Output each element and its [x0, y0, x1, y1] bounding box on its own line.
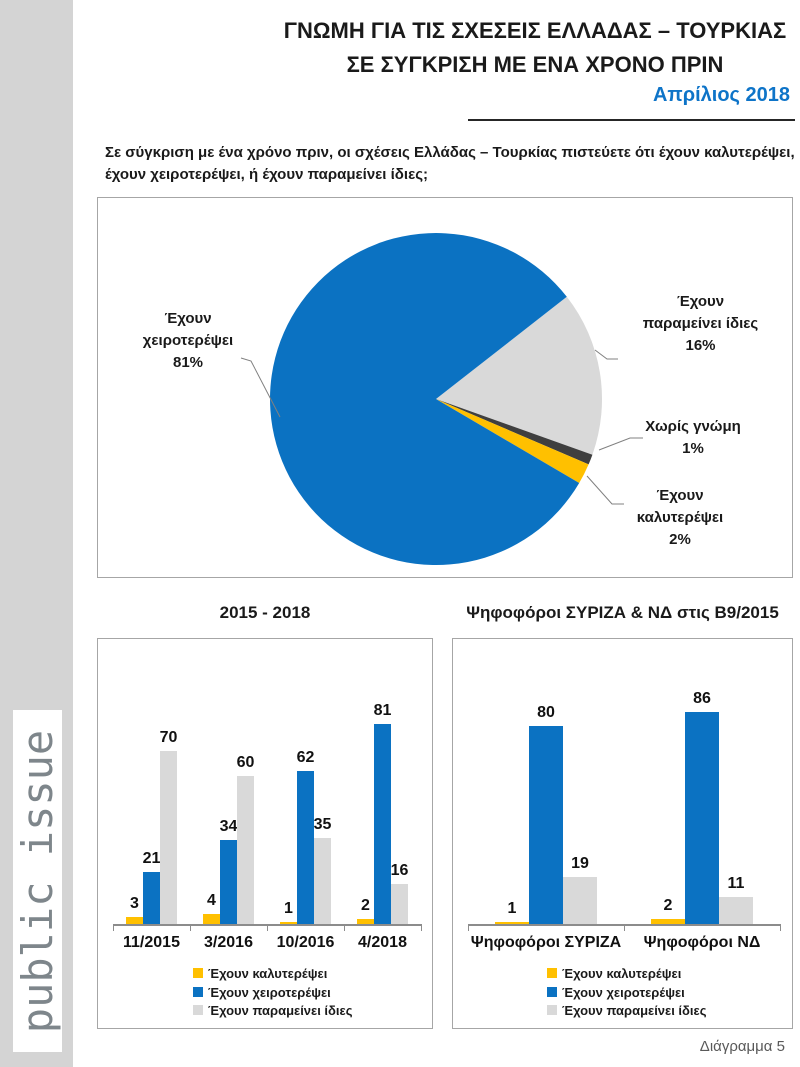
bar-value-label: 19	[571, 855, 589, 873]
bar-Έχουν καλυτερέψει	[357, 919, 374, 924]
legend-swatch	[193, 1005, 203, 1015]
bar-Έχουν χειροτερέψει	[685, 712, 719, 924]
title-line-1: ΓΝΩΜΗ ΓΙΑ ΤΙΣ ΣΧΕΣΕΙΣ ΕΛΛΑΔΑΣ – ΤΟΥΡΚΙΑΣ	[283, 18, 787, 43]
legend-label: Έχουν παραμείνει ίδιες	[562, 1003, 707, 1018]
legend-label: Έχουν καλυτερέψει	[562, 966, 682, 981]
subtitle-trend-chart: 2015 - 2018	[219, 603, 311, 622]
bar-Έχουν παραμείνει ίδιες	[237, 776, 254, 924]
legend-swatch	[193, 987, 203, 997]
title-line-2: ΣΕ ΣΥΓΚΡΙΣΗ ΜΕ ΕΝΑ ΧΡΟΝΟ ΠΡΙΝ	[346, 52, 724, 77]
bar-Έχουν καλυτερέψει	[280, 922, 297, 924]
legend-label: Έχουν χειροτερέψει	[208, 984, 331, 1000]
bar-Έχουν παραμείνει ίδιες	[719, 897, 753, 924]
title-date: Απρίλιος 2018	[652, 84, 790, 106]
axis-tick	[468, 924, 469, 931]
bar-value-label: 1	[284, 899, 293, 917]
axis-tick	[624, 924, 625, 931]
bar-Έχουν παραμείνει ίδιες	[563, 877, 597, 924]
bar-chart-trend-panel	[97, 638, 433, 1029]
survey-question	[105, 142, 795, 186]
pie-label-same: Έχουν παραμείνει ίδιες 16%	[642, 293, 759, 354]
category-label: 10/2016	[276, 934, 335, 951]
bar-value-label: 4	[207, 892, 216, 910]
bar-value-label: 70	[159, 729, 178, 747]
legend-label: Έχουν χειροτερέψει	[562, 984, 685, 1000]
axis-tick	[267, 924, 268, 931]
bar-value-label: 81	[373, 701, 392, 719]
page-title	[275, 14, 795, 82]
category-label: 3/2016	[204, 934, 253, 951]
bar-Έχουν καλυτερέψει	[126, 917, 143, 924]
pie-chart-panel	[97, 197, 793, 578]
bar-Έχουν χειροτερέψει	[529, 726, 563, 924]
bar-value-label: 60	[236, 753, 255, 771]
legend-label: Έχουν καλυτερέψει	[208, 966, 328, 981]
bar-Έχουν παραμείνει ίδιες	[314, 838, 331, 924]
bar-Έχουν χειροτερέψει	[143, 872, 160, 924]
brand-sidebar	[0, 0, 73, 1067]
survey-question-line-1: Σε σύγκριση με ένα χρόνο πριν, οι σχέσεις Ελλάδας – Τουρκίας πιστεύετε ότι έχουν καλυτερέψει,	[105, 144, 795, 161]
category-label: 11/2015	[123, 934, 180, 951]
bar-value-label: 2	[361, 897, 370, 915]
category-label: 4/2018	[358, 934, 407, 951]
bar-value-label: 11	[727, 874, 745, 892]
title-underline	[468, 119, 795, 121]
bar-value-label: 35	[313, 815, 332, 833]
bar-Έχουν παραμείνει ίδιες	[391, 884, 408, 924]
bar-chart-voters-panel	[452, 638, 793, 1029]
bar-value-label: 80	[537, 704, 555, 722]
bar-value-label: 21	[142, 850, 161, 868]
subtitle-voters-chart: Ψηφοφόροι ΣΥΡΙΖΑ & ΝΔ στις Β9/2015	[466, 603, 779, 622]
bar-Έχουν χειροτερέψει	[374, 724, 391, 924]
bar-Έχουν χειροτερέψει	[297, 771, 314, 924]
pie-label-better: Έχουν καλυτερέψει 2%	[636, 487, 724, 548]
legend-swatch	[193, 968, 203, 978]
bar-value-label: 1	[507, 899, 517, 917]
logo-text: public issue	[13, 729, 62, 1033]
bar-Έχουν καλυτερέψει	[651, 919, 685, 924]
axis-tick	[344, 924, 345, 931]
bar-Έχουν χειροτερέψει	[220, 840, 237, 924]
legend-label: Έχουν παραμείνει ίδιες	[208, 1003, 353, 1018]
axis-tick	[780, 924, 781, 931]
axis-tick	[113, 924, 114, 931]
category-label: Ψηφοφόροι ΝΔ	[643, 934, 761, 951]
pie-label-no-opinion: Χωρίς γνώμη 1%	[645, 418, 741, 457]
bar-value-label: 3	[130, 894, 139, 912]
bar-value-label: 86	[693, 689, 711, 707]
legend-swatch	[547, 1005, 557, 1015]
legend-swatch	[547, 968, 557, 978]
bar-Έχουν παραμείνει ίδιες	[160, 751, 177, 924]
axis-tick	[190, 924, 191, 931]
bar-Έχουν καλυτερέψει	[495, 922, 529, 924]
public-issue-logo	[13, 710, 62, 1052]
figure-caption: Διάγραμμα 5	[699, 1038, 785, 1055]
survey-question-line-2: έχουν χειροτερέψει, ή έχουν παραμείνει ίδιες;	[105, 166, 428, 183]
legend-swatch	[547, 987, 557, 997]
bar-value-label: 34	[219, 818, 238, 836]
bar-value-label: 62	[296, 748, 315, 766]
bar-value-label: 2	[663, 897, 673, 915]
category-label: Ψηφοφόροι ΣΥΡΙΖΑ	[470, 934, 622, 951]
bar-Έχουν καλυτερέψει	[203, 914, 220, 924]
axis-tick	[421, 924, 422, 931]
pie-label-worse: Έχουν χειροτερέψει 81%	[142, 310, 234, 371]
bar-value-label: 16	[390, 862, 409, 880]
